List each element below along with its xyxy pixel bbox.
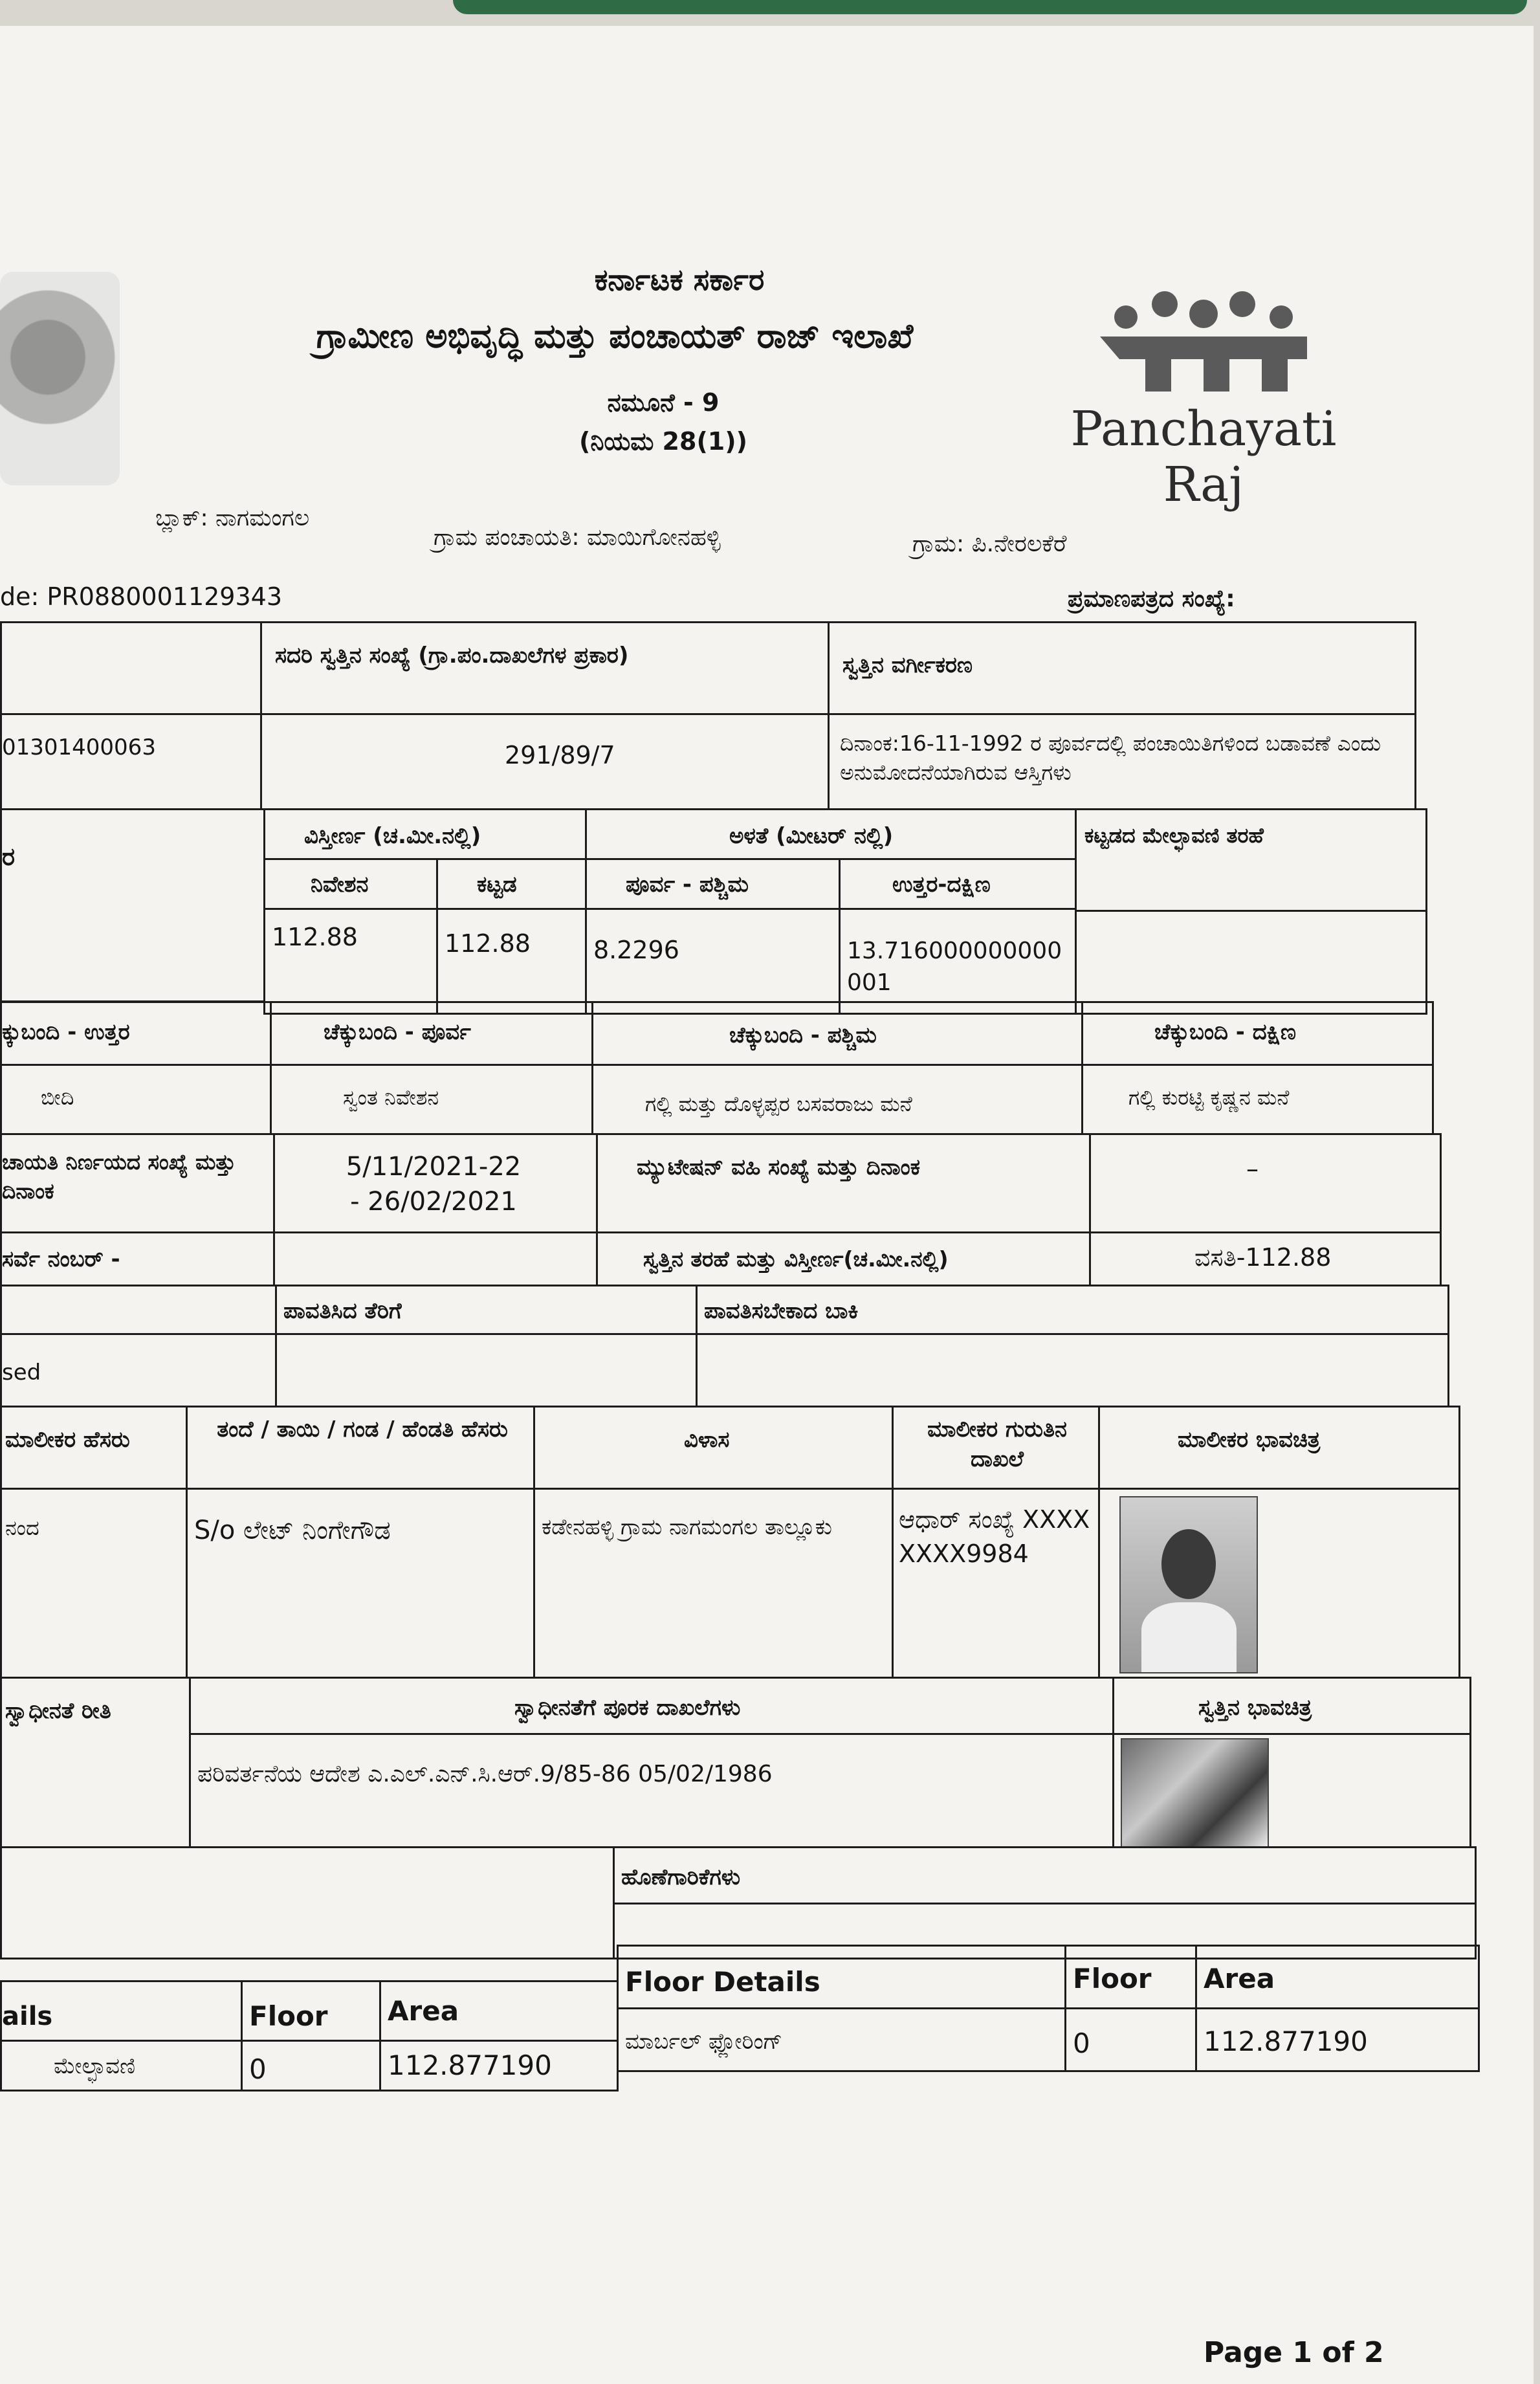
cell-boundary-north [0, 1064, 272, 1135]
resolution-label: ಚಾಯತಿ ನಿರ್ಣಯದ ಸಂಖ್ಯೆ ಮತ್ತು ದಿನಾಂಕ [2, 1149, 236, 1204]
boundary-east-label: ಚೆಕ್ಕುಬಂದಿ - ಪೂರ್ವ [324, 1019, 471, 1045]
cell-boundary-east-label [270, 1001, 593, 1066]
north-south-label: ಉತ್ತರ-ದಕ್ಷಿಣ [892, 872, 991, 898]
nature-label: ಸ್ವತ್ತಿನ ತರಹೆ ಮತ್ತು ವಿಸ್ತೀರ್ಣ(ಚ.ಮೀ.ನಲ್ಲಿ) [643, 1246, 949, 1272]
docs-value: ಪರಿವರ್ತನೆಯ ಆದೇಶ ಎ.ಎಲ್.ಎನ್.ಸಿ.ಆರ್.9/85-86 05/02/1986 [197, 1761, 773, 1787]
cell-nature [1089, 1231, 1442, 1286]
cell-floor-left-header [0, 1980, 243, 2042]
cell-boundary-east [270, 1064, 593, 1135]
certificate-number-label: ಪ್ರಮಾಣಪತ್ರದ ಸಂಖ್ಯೆ: [1068, 586, 1235, 612]
mutation-label: ಮ್ಯುಟೇಷನ್ ವಹಿ ಸಂಖ್ಯೆ ಮತ್ತು ದಿನಾಂಕ [637, 1154, 921, 1180]
owner-photo [1119, 1496, 1258, 1673]
boundary-north-label: ಕ್ಕುಬಂದಿ - ಉತ್ತರ [2, 1019, 130, 1045]
cell-side-1 [0, 621, 262, 715]
extent-label: ವಿಸ್ತೀರ್ಣ (ಚ.ಮೀ.ನಲ್ಲಿ) [304, 823, 481, 849]
cell-north-south-label [839, 858, 1077, 910]
cell-floor-left-floor-label [241, 1980, 381, 2042]
side-label-3: ರ [2, 843, 16, 871]
cell-east-west [585, 908, 841, 1015]
liabilities-label: ಹೊಣೆಗಾರಿಕೆಗಳು [621, 1864, 741, 1890]
property-id: de: PR0880001129343 [0, 582, 282, 611]
cell-floor-right-area-label [1195, 1945, 1480, 2009]
government-emblem [0, 272, 120, 485]
cell-tax-paid [275, 1333, 698, 1407]
cell-floor-right-floor-label [1064, 1945, 1197, 2009]
cell-address-label [533, 1406, 894, 1490]
property-photo-label: ಸ್ವತ್ತಿನ ಭಾವಚಿತ್ರ [1198, 1695, 1312, 1721]
owner-label: ಮಾಲೀಕರ ಹೆಸರು [5, 1427, 130, 1453]
floor-left-floor-label: Floor [249, 2000, 328, 2032]
cell-building-label [436, 858, 587, 910]
cell-photo-label [1098, 1406, 1460, 1490]
possession-label: ಸ್ವಾಧೀನತೆ ರೀತಿ [5, 1698, 111, 1724]
tax-due-label: ಪಾವತಿಸಬೇಕಾದ ಬಾಕಿ [704, 1298, 859, 1324]
cell-address [533, 1488, 894, 1679]
cell-id-label [892, 1406, 1100, 1490]
cell-relation [186, 1488, 535, 1679]
mutation-value: – [1246, 1154, 1259, 1183]
boundary-south-label: ಚೆಕ್ಕುಬಂದಿ - ದಕ್ಷಿಣ [1154, 1019, 1297, 1045]
boundary-east: ಸ್ವಂತ ನಿವೇಶನ [343, 1085, 439, 1110]
cell-measure-label [585, 808, 1077, 860]
cell-side-2 [0, 713, 262, 810]
block-name: ಬ್ಲಾಕ್: ನಾಗಮಂಗಲ [155, 505, 310, 531]
cell-property-number [260, 713, 830, 810]
cell-liabilities-side [0, 1846, 615, 1959]
side-property-number: 01301400063 [2, 734, 156, 760]
cell-survey-label [0, 1231, 275, 1286]
cell-mutation [1089, 1133, 1442, 1233]
site-label: ನಿವೇಶನ [311, 872, 369, 898]
cell-floor-right-type [617, 2007, 1066, 2072]
boundary-west-label: ಚೆಕ್ಕುಬಂದಿ - ಪಶ್ಚಿಮ [729, 1022, 877, 1048]
cell-boundary-south-label [1081, 1001, 1434, 1066]
address-label: ವಿಳಾಸ [684, 1427, 730, 1453]
cell-floor-left-area [379, 2040, 619, 2092]
cell-boundary-north-label [0, 1001, 272, 1066]
department-title: ಗ್ರಾಮೀಣ ಅಭಿವೃದ್ಧಿ ಮತ್ತು ಪಂಚಾಯತ್ ರಾಜ್ ಇಲಾಖೆ [316, 317, 914, 356]
relation-label: ತಂದೆ / ತಾಯಿ / ಗಂಡ / ಹೆಂಡತಿ ಹೆಸರು [217, 1417, 508, 1442]
cell-floor-left-floor [241, 2040, 381, 2092]
side-sed: sed [2, 1360, 41, 1385]
cell-boundary-west-label [591, 1001, 1083, 1066]
gram-panchayat-name: ಗ್ರಾಮ ಪಂಚಾಯತಿ: ಮಾಯಿಗೋನಹಳ್ಳಿ [434, 524, 721, 551]
floor-right-header: Floor Details [625, 1966, 820, 1998]
survey-label: ಸರ್ವೆ ನಂಬರ್ - [2, 1246, 120, 1272]
cell-owner [0, 1488, 188, 1679]
cell-tax-due [696, 1333, 1449, 1407]
nature-value: ವಸತಿ-112.88 [1194, 1243, 1332, 1272]
cell-id [892, 1488, 1100, 1679]
logo-text: Panchayati Raj [1070, 401, 1337, 513]
cell-docs [189, 1733, 1114, 1848]
cell-extent-label [263, 808, 587, 860]
cell-owner-label [0, 1406, 188, 1490]
cell-north-south [839, 908, 1077, 1015]
owner-name: ನಂದ [5, 1516, 39, 1540]
resolution-value: 5/11/2021-22 - 26/02/2021 [346, 1152, 522, 1217]
building-area: 112.88 [445, 929, 531, 958]
floor-right-floor-label: Floor [1073, 1963, 1152, 1994]
cell-floor-right-floor [1064, 2007, 1197, 2072]
classification-label: ಸ್ವತ್ತಿನ ವರ್ಗೀಕರಣ [842, 652, 973, 678]
north-south-value: 13.716000000000001 [847, 938, 1062, 996]
cell-building-area [436, 908, 587, 1015]
cell-possession-label [0, 1677, 191, 1848]
cell-building-type [1075, 910, 1427, 1015]
cell-photo [1098, 1488, 1460, 1679]
cell-relation-label [186, 1406, 535, 1490]
east-west-label: ಪೂರ್ವ - ಪಶ್ಚಿಮ [626, 872, 749, 898]
boundary-west: ಗಲ್ಲಿ ಮತ್ತು ದೊಳ್ಳಪ್ಪರ ಬಸವರಾಜು ಮನೆ [645, 1092, 912, 1116]
cell-property-photo [1112, 1733, 1471, 1848]
boundary-north: ಬೀದಿ [41, 1085, 74, 1110]
measure-label: ಅಳತೆ (ಮೀಟರ್ ನಲ್ಲಿ) [729, 823, 894, 849]
cell-mutation-label [596, 1133, 1091, 1233]
cell-tax-paid-label [275, 1285, 698, 1335]
floor-right-floor: 0 [1073, 2027, 1090, 2059]
property-number: 291/89/7 [505, 741, 615, 769]
floor-left-type: ಮೇಲ್ಛಾವಣಿ [54, 2053, 136, 2079]
building-label: ಕಟ್ಟಡ [477, 872, 517, 898]
id-value: ಆಧಾರ್ ಸಂಖ್ಯೆ XXXXXXXX9984 [899, 1505, 1090, 1569]
cell-docs-label [189, 1677, 1114, 1735]
building-type-label: ಕಟ್ಟಡದ ಮೇಲ್ಛಾವಣಿ ತರಹೆ [1084, 823, 1264, 848]
cell-tax-due-label [696, 1285, 1449, 1335]
cell-side-sed [0, 1333, 277, 1407]
docs-label: ಸ್ವಾಧೀನತೆಗೆ ಪೂರಕ ದಾಖಲೆಗಳು [514, 1695, 741, 1721]
site-area: 112.88 [272, 923, 358, 951]
cell-side-tax [0, 1285, 277, 1335]
cell-nature-label [596, 1231, 1091, 1286]
top-edge-strip [453, 0, 1527, 14]
floor-right-area: 112.877190 [1204, 2025, 1368, 2057]
floor-right-type: ಮಾರ್ಬಲ್ ಫ್ಲೋರಿಂಗ್ [625, 2029, 783, 2055]
cell-floor-right-area [1195, 2007, 1480, 2072]
cell-building-type-label [1075, 808, 1427, 912]
form-number: ನಮೂನೆ - 9 [607, 388, 720, 417]
panchayati-raj-logo [1061, 278, 1346, 513]
photo-label: ಮಾಲೀಕರ ಭಾವಚಿತ್ರ [1178, 1427, 1321, 1453]
gov-title: ಕರ್ನಾಟಕ ಸರ್ಕಾರ [594, 262, 765, 297]
cell-property-photo-label [1112, 1677, 1471, 1735]
cell-liabilities-label [613, 1846, 1477, 1904]
id-label: ಮಾಲೀಕರ ಗುರುತಿನ ದಾಖಲೆ [927, 1417, 1067, 1472]
page-number: Page 1 of 2 [1204, 2336, 1384, 2369]
cell-site-label [263, 858, 438, 910]
cell-floor-left-area-label [379, 1980, 619, 2042]
cell-boundary-west [591, 1064, 1083, 1135]
cell-boundary-south [1081, 1064, 1434, 1135]
village-name: ಗ್ರಾಮ: ಪಿ.ನೇರಲಕೆರೆ [912, 531, 1067, 557]
cell-classification-label [828, 621, 1416, 715]
cell-survey [273, 1231, 598, 1286]
cell-floor-left-type [0, 2040, 243, 2092]
tax-paid-label: ಪಾವತಿಸಿದ ತೆರಿಗೆ [283, 1298, 402, 1324]
document-page [0, 26, 1534, 2384]
floor-left-header: ails [2, 2002, 53, 2031]
address-value: ಕಡೇನಹಳ್ಳಿ ಗ್ರಾಮ ನಾಗಮಂಗಲ ತಾಲ್ಲೂಕು [542, 1514, 832, 1540]
cell-east-west-label [585, 858, 841, 910]
property-photo [1121, 1738, 1269, 1848]
classification-value: ದಿನಾಂಕ:16-11-1992 ರ ಪೂರ್ವದಲ್ಲಿ ಪಂಚಾಯಿತಿಗಳಿಂದ ಬಡಾವಣೆ ಎಂದು ಅನುಮೋದನೆಯಾಗಿರುವ ಆಸ್ತಿಗಳು [840, 731, 1381, 785]
floor-right-area-label: Area [1204, 1963, 1275, 1994]
cell-site-area [263, 908, 438, 1015]
cell-floor-right-header [617, 1945, 1066, 2009]
property-number-label: ಸದರಿ ಸ್ವತ್ತಿನ ಸಂಖ್ಯೆ (ಗ್ರಾ.ಪಂ.ದಾಖಲೆಗಳ ಪ್ರಕಾರ) [275, 643, 629, 668]
cell-resolution [273, 1133, 598, 1233]
rule-number: (ನಿಯಮ 28(1)) [579, 427, 747, 456]
cell-classification [828, 713, 1416, 810]
floor-left-area-label: Area [388, 1995, 459, 2027]
relation-name: S/o ಲೇಟ್ ನಿಂಗೇಗೌಡ [194, 1516, 391, 1545]
boundary-south: ಗಲ್ಲಿ ಕುರಟ್ಟಿ ಕೃಷ್ಣನ ಮನೆ [1128, 1085, 1290, 1110]
floor-left-floor: 0 [249, 2053, 267, 2085]
cell-side-3 [0, 808, 265, 1002]
people-logo-icon [1087, 278, 1320, 395]
east-west-value: 8.2296 [593, 936, 679, 964]
cell-property-label [260, 621, 830, 715]
cell-resolution-label [0, 1133, 275, 1233]
floor-left-area: 112.877190 [388, 2049, 552, 2081]
